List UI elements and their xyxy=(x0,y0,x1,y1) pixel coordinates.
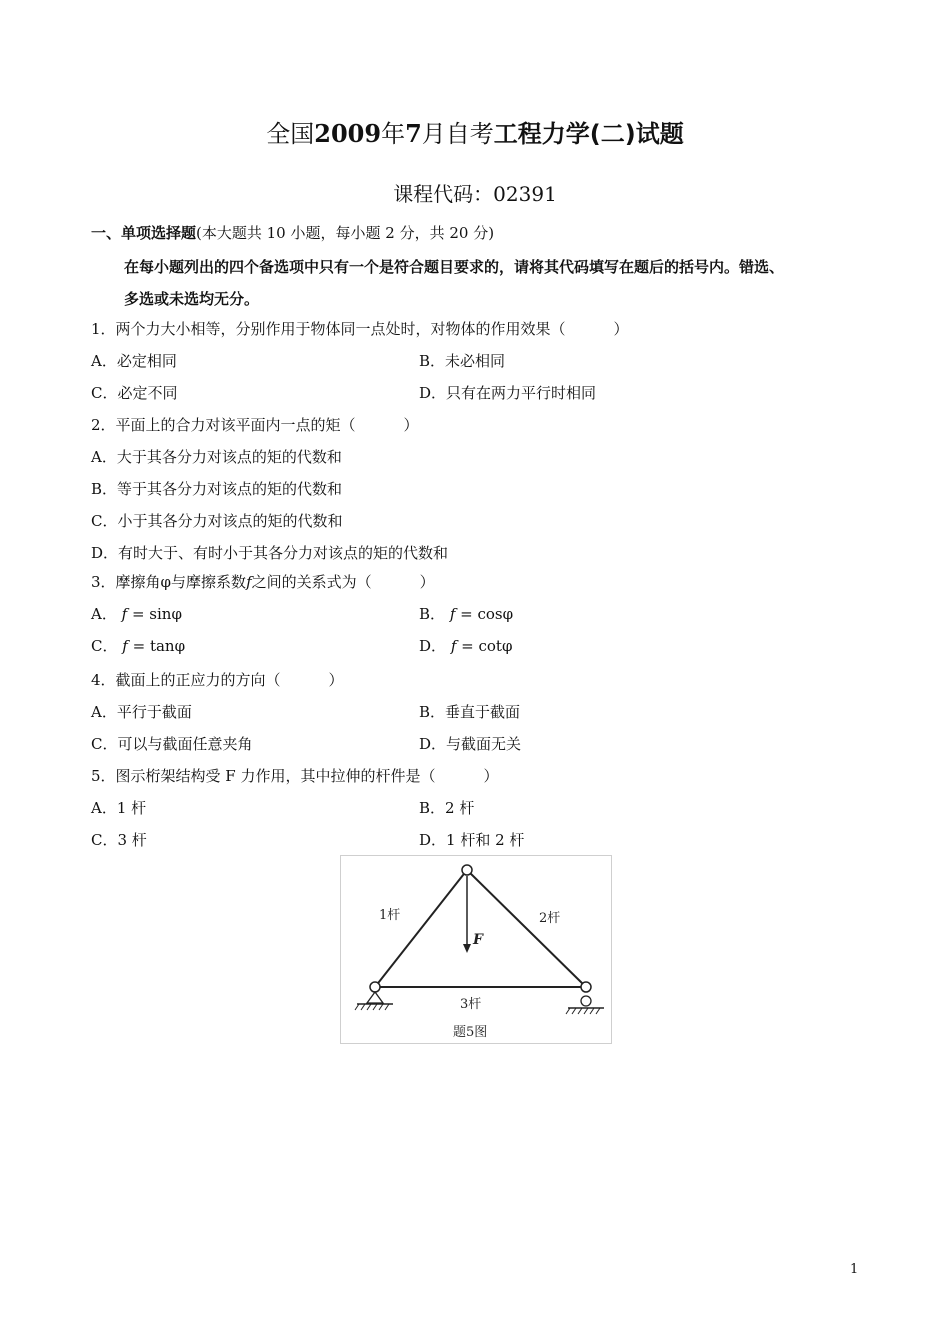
question-1-stem: 1．两个力大小相等，分别作用于物体同一点处时，对物体的作用效果（ ） xyxy=(91,320,629,338)
page-number: 1 xyxy=(850,1262,859,1277)
course-code: 课程代码：02391 xyxy=(393,182,557,206)
section-instruction-line2: 多选或未选均无分。 xyxy=(124,290,260,308)
question-5-option-a: A．1 杆 xyxy=(91,799,147,817)
question-5-option-d: D．1 杆和 2 杆 xyxy=(419,831,525,849)
question-4-option-b: B．垂直于截面 xyxy=(419,703,521,721)
question-4-option-d: D．与截面无关 xyxy=(419,735,522,753)
question-4-option-c: C．可以与截面任意夹角 xyxy=(91,735,253,753)
bar-1-label: 1杆 xyxy=(379,908,401,923)
question-3-option-a: A． f = sinφ xyxy=(91,605,182,623)
question-2-option-d: D．有时大于、有时小于其各分力对该点的矩的代数和 xyxy=(91,544,449,562)
question-3-option-d: D． f = cotφ xyxy=(419,637,513,655)
bar-3-label: 3杆 xyxy=(460,997,482,1012)
section-heading: 一、单项选择题(本大题共 10 小题，每小题 2 分，共 20 分) xyxy=(91,224,495,242)
force-label: F xyxy=(473,932,483,948)
question-2-stem: 2．平面上的合力对该平面内一点的矩（ ） xyxy=(91,416,419,434)
question-2-option-b: B．等于其各分力对该点的矩的代数和 xyxy=(91,480,343,498)
figure-caption: 题5图 xyxy=(453,1025,488,1040)
question-5-option-b: B．2 杆 xyxy=(419,799,475,817)
right-joint xyxy=(581,982,591,992)
question-4-stem: 4．截面上的正应力的方向（ ） xyxy=(91,671,344,689)
force-arrow-head xyxy=(463,944,471,953)
question-4-option-a: A．平行于截面 xyxy=(91,703,192,721)
bar-2 xyxy=(467,870,586,987)
question-2-option-c: C．小于其各分力对该点的矩的代数和 xyxy=(91,512,343,530)
section-instruction-line1: 在每小题列出的四个备选项中只有一个是符合题目要求的，请将其代码填写在题后的括号内。错选、 xyxy=(124,258,785,276)
left-joint xyxy=(370,982,380,992)
question-5-stem: 5．图示桁架结构受 F 力作用，其中拉伸的杆件是（ ） xyxy=(91,767,499,785)
question-3-option-c: C． f = tanφ xyxy=(91,637,186,655)
truss-diagram xyxy=(341,856,611,1043)
top-joint xyxy=(462,865,472,875)
question-1-option-c: C．必定不同 xyxy=(91,384,178,402)
page-title: 全国2009年7月自考工程力学(二)试题 xyxy=(266,119,684,148)
bar-2-label: 2杆 xyxy=(539,911,561,926)
truss-figure xyxy=(340,855,612,1044)
question-1-option-d: D．只有在两力平行时相同 xyxy=(419,384,597,402)
pin-support-icon xyxy=(355,992,393,1010)
question-5-option-c: C．3 杆 xyxy=(91,831,147,849)
question-3-stem: 3．摩擦角φ与摩擦系数f之间的关系式为（ ） xyxy=(91,573,435,591)
question-3-option-b: B． f = cosφ xyxy=(419,605,514,623)
roller-support-icon xyxy=(566,996,604,1014)
question-1-option-b: B．未必相同 xyxy=(419,352,506,370)
question-1-option-a: A．必定相同 xyxy=(91,352,177,370)
bar-1 xyxy=(375,870,467,987)
question-2-option-a: A．大于其各分力对该点的矩的代数和 xyxy=(91,448,342,466)
